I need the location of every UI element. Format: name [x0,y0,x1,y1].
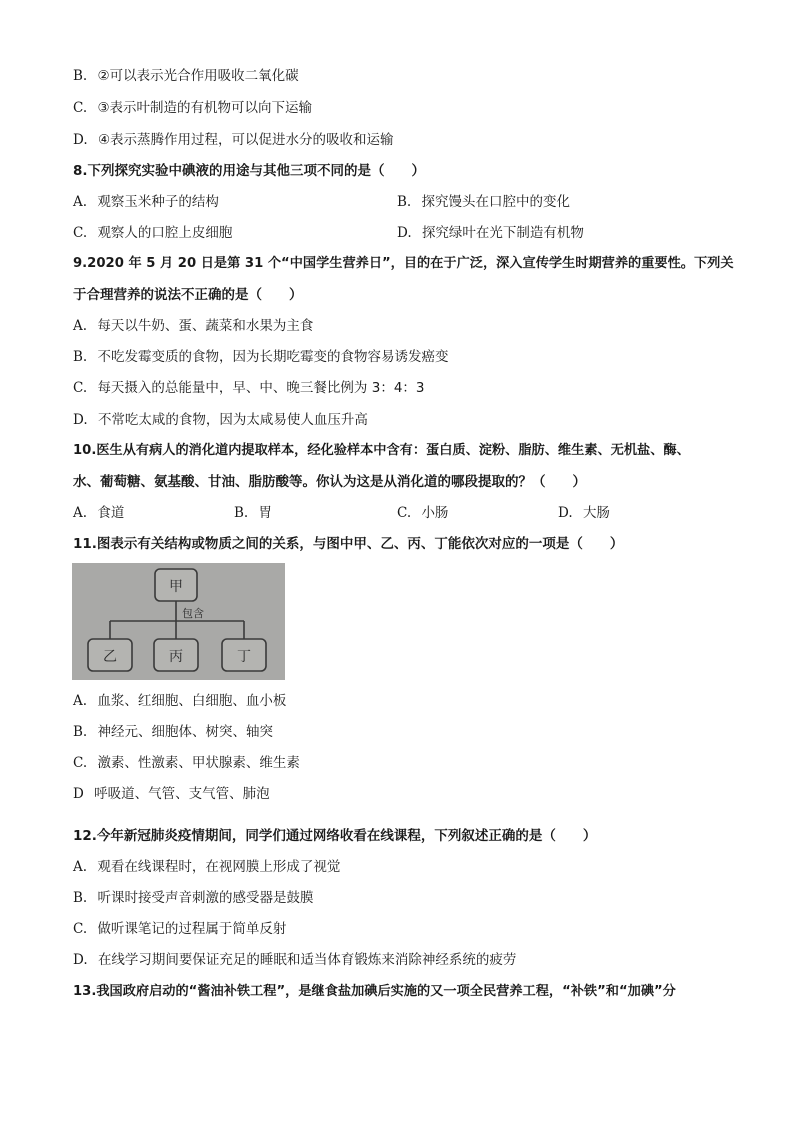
q9-option-a [73,316,313,336]
q10-stem-line1: 10.医生从有病人的消化道内提取样本，经化验样本中含有：蛋白质、淀粉、脂肪、维生素、无机盐、酶、 [73,443,690,458]
option-text: 食道 [97,505,125,521]
option-text: 血浆、红细胞、白细胞、血小板 [97,693,287,709]
option-text: 探究绿叶在光下制造有机物 [421,225,584,241]
option-text: 探究馒头在口腔中的变化 [421,194,571,210]
option-text: 每天摄入的总能量中，早、中、晚三餐比例为 3：4：3 [97,380,425,396]
option-label: D [73,786,84,802]
option-text: 不吃发霉变质的食物，因为长期吃霉变的食物容易诱发癌变 [97,349,449,365]
q7-option-d [73,130,394,150]
option-text: ④表示蒸腾作用过程，可以促进水分的吸收和运输 [97,132,394,148]
q13-stem-line1: 13.我国政府启动的“酱油补铁工程”，是继食盐加碘后实施的又一项全民营养工程，“补铁”和“加碘”分 [73,984,676,999]
option-text: 观察玉米种子的结构 [97,194,219,210]
option-text: 在线学习期间要保证充足的睡眠和适当体育锻炼来消除神经系统的疲劳 [97,952,517,968]
q12-option-b [73,888,314,908]
option-label: A. [73,505,88,521]
option-text: 不常吃太咸的食物，因为太咸易使人血压升高 [97,412,368,428]
box-right-label: 丁 [237,649,251,665]
q9-option-c [73,378,425,398]
option-label: D. [558,505,573,521]
option-text: ②可以表示光合作用吸收二氧化碳 [97,68,299,84]
option-label: B. [234,505,249,521]
option-label: D. [73,132,88,148]
option-text: ③表示叶制造的有机物可以向下运输 [97,100,313,116]
q10-option-c [397,503,448,523]
option-label: C. [73,755,88,771]
option-label: A. [73,693,88,709]
option-label: D. [397,225,412,241]
option-label: C. [73,380,88,396]
option-text: 听课时接受声音刺激的感受器是鼓膜 [97,890,314,906]
relation-label: 包含 [182,607,204,620]
q8-option-d [397,223,584,243]
q9-stem-line2: 于合理营养的说法不正确的是（ ） [73,287,303,303]
q7-option-c [73,98,312,118]
box-top-label: 甲 [169,579,183,595]
option-text: 大肠 [582,505,610,521]
option-label: B. [73,68,88,84]
option-text: 神经元、细胞体、树突、轴突 [97,724,274,740]
q7-option-b [73,66,299,86]
q11-option-a [73,691,286,711]
q9-option-b [73,347,449,367]
box-middle-label: 丙 [169,649,183,665]
q9-option-d [73,410,368,430]
q11-relationship-diagram [72,563,285,680]
option-label: D. [73,412,88,428]
option-label: C. [397,505,412,521]
q8-stem: 8.下列探究实验中碘液的用途与其他三项不同的是（ ） [73,163,426,179]
q11-option-c [73,753,300,773]
option-label: D. [73,952,88,968]
option-text: 观察人的口腔上皮细胞 [97,225,233,241]
q10-option-d [558,503,610,523]
option-label: C. [73,225,88,241]
hierarchy-diagram [72,563,285,680]
q12-option-d [73,950,516,970]
option-text: 做听课笔记的过程属于简单反射 [97,921,287,937]
q10-option-a [73,503,124,523]
option-label: A. [73,859,88,875]
q10-option-b [234,503,272,523]
option-text: 每天以牛奶、蛋、蔬菜和水果为主食 [97,318,314,334]
option-label: B. [73,724,88,740]
box-left-label: 乙 [103,649,117,665]
option-text: 激素、性激素、甲状腺素、维生素 [97,755,300,771]
q11-option-b [73,722,273,742]
q12-stem: 12.今年新冠肺炎疫情期间，同学们通过网络收看在线课程，下列叙述正确的是（ ） [73,828,597,844]
option-label: B. [73,890,88,906]
option-text: 观看在线课程时，在视网膜上形成了视觉 [97,859,341,875]
q8-option-a [73,192,219,212]
q12-option-a [73,857,340,877]
q12-option-c [73,919,286,939]
option-label: C. [73,100,88,116]
option-text: 胃 [258,505,273,521]
option-label: C. [73,921,88,937]
option-label: B. [73,349,88,365]
option-text: 呼吸道、气管、支气管、肺泡 [94,786,270,802]
q8-option-c [73,223,232,243]
q10-stem-line2: 水、葡萄糖、氨基酸、甘油、脂肪酸等。你认为这是从消化道的哪段提取的？（ ） [73,474,586,490]
q8-option-b [397,192,570,212]
option-label: A. [73,194,88,210]
option-text: 小肠 [421,505,449,521]
q11-option-d [73,784,270,804]
option-label: A. [73,318,88,334]
q11-stem: 11.图表示有关结构或物质之间的关系，与图中甲、乙、丙、丁能依次对应的一项是（ ） [73,536,624,552]
option-label: B. [397,194,412,210]
q9-stem-line1: 9.2020 年 5 月 20 日是第 31 个“中国学生营养日”，目的在于广泛，深入宣传学生时期营养的重要性。下列关 [73,256,734,271]
